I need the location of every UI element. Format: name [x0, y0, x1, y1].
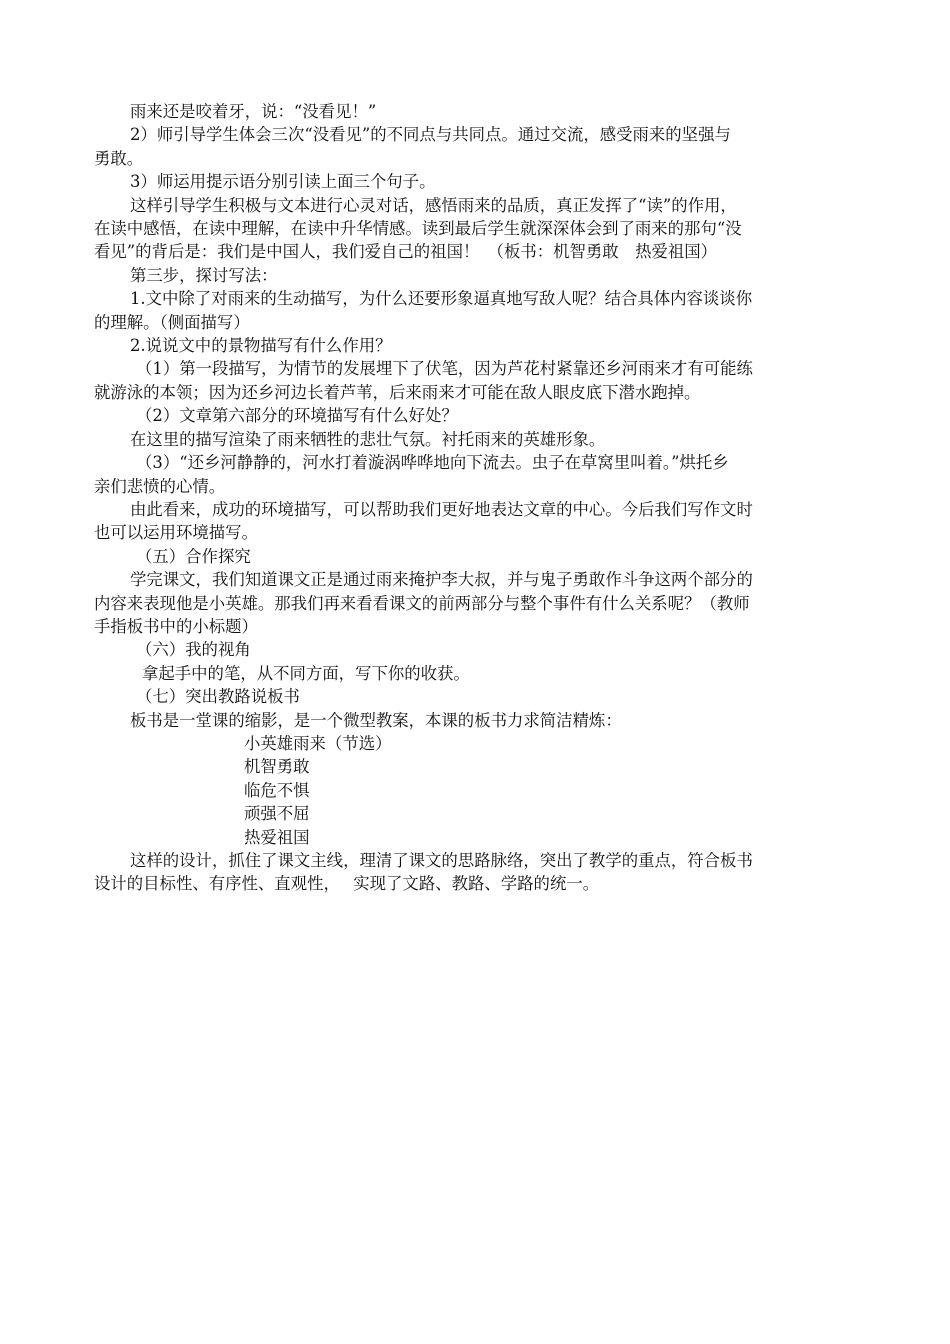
- text-line: （3）“还乡河静静的，河水打着漩涡哗哗地向下流去。虫子在草窝里叫着。”烘托乡: [136, 453, 729, 473]
- text-line: 学完课文，我们知道课文正是通过雨来掩护李大叔，并与鬼子勇敢作斗争这两个部分的: [130, 570, 753, 590]
- board-title: 小英雄雨来（节选）: [244, 733, 392, 753]
- text-line: 拿起手中的笔，从不同方面，写下你的收获。: [142, 663, 470, 683]
- section-heading: 第三步，探讨写法：: [130, 265, 278, 285]
- text-line: 这样引导学生积极与文本进行心灵对话，感悟雨来的品质，真正发挥了“读”的作用，: [130, 195, 737, 215]
- text-line: 就游泳的本领；因为还乡河边长着芦苇，后来雨来才可能在敌人眼皮底下潜水跑掉。: [94, 382, 701, 402]
- text-line: 2.说说文中的景物描写有什么作用？: [130, 336, 392, 356]
- board-item: 临危不惧: [244, 780, 310, 800]
- section-heading: （五）合作探究: [136, 546, 251, 566]
- text-line: 的理解。（侧面描写）: [94, 312, 250, 332]
- text-line: （2）文章第六部分的环境描写有什么好处？: [136, 406, 458, 426]
- text-line: 在读中感悟，在读中理解，在读中升华情感。读到最后学生就深深体会到了雨来的那句“没: [94, 219, 742, 239]
- text-line: （1）第一段描写，为情节的发展埋下了伏笔，因为芦花村紧靠还乡河雨来才有可能练: [136, 359, 753, 379]
- text-line: 板书是一堂课的缩影，是一个微型教案，本课的板书力求简洁精炼：: [130, 710, 622, 730]
- text-line: 雨来还是咬着牙，说：“没看见！”: [130, 102, 377, 121]
- text-line: 由此看来，成功的环境描写，可以帮助我们更好地表达文章的中心。今后我们写作文时: [130, 499, 753, 519]
- text-line: 也可以运用环境描写。: [94, 523, 258, 543]
- text-line: 2）师引导学生体会三次“没看见”的不同点与共同点。通过交流，感受雨来的坚强与: [130, 125, 731, 145]
- text-line: 3）师运用提示语分别引读上面三个句子。: [130, 172, 436, 192]
- text-line: 这样的设计，抓住了课文主线，理清了课文的思路脉络，突出了教学的重点，符合板书: [130, 851, 753, 870]
- text-line: 内容来表现他是小英雄。那我们再来看看课文的前两部分与整个事件有什么关系呢？（教师: [94, 593, 750, 613]
- board-item: 热爱祖国: [244, 827, 310, 847]
- text-line: 亲们悲愤的心情。: [94, 476, 226, 496]
- text-line: 1.文中除了对雨来的生动描写，为什么还要形象逼真地写敌人呢？结合具体内容谈谈你: [130, 289, 753, 309]
- section-heading: （六）我的视角: [136, 640, 251, 660]
- text-line: 勇敢。: [94, 148, 144, 168]
- text-line: 设计的目标性、有序性、直观性， 实现了文路、教路、学路的统一。: [94, 874, 600, 894]
- text-line: 在这里的描写渲染了雨来牺牲的悲壮气氛。衬托雨来的英雄形象。: [130, 429, 606, 449]
- text-line: 看见”的背后是：我们是中国人，我们爱自己的祖国！ （板书：机智勇敢 热爱祖国）: [94, 242, 718, 262]
- text-line: 手指板书中的小标题）: [94, 616, 258, 636]
- board-item: 顽强不屈: [244, 804, 310, 824]
- board-item: 机智勇敢: [244, 757, 310, 777]
- document-page: [94, 100, 864, 896]
- section-heading: （七）突出教路说板书: [136, 687, 300, 707]
